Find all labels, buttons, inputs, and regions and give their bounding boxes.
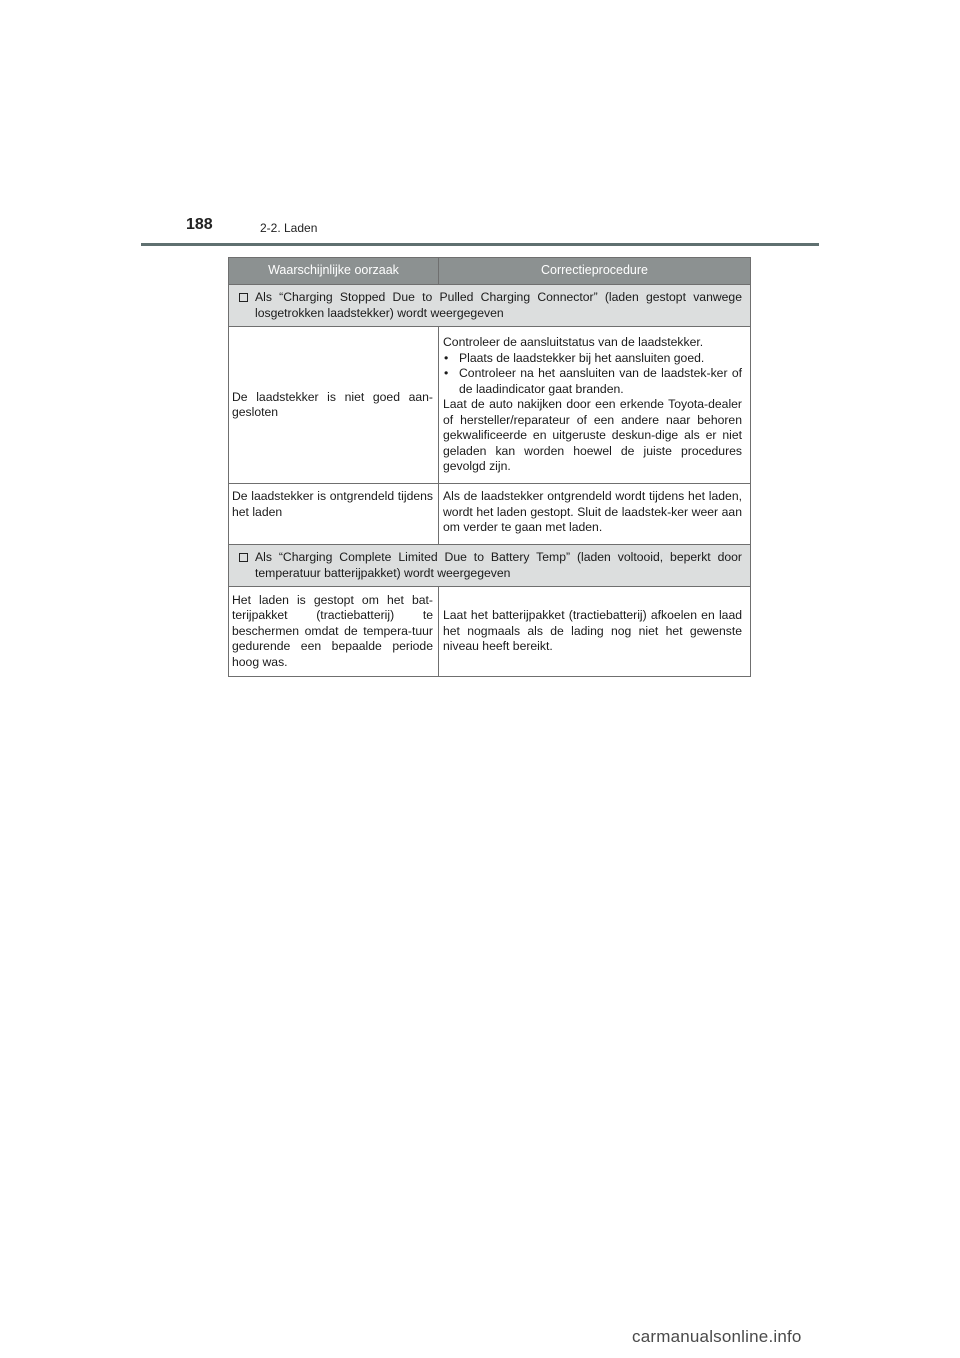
section-title: 2-2. Laden	[260, 221, 318, 235]
condition-text: Als “Charging Complete Limited Due to Battery Temp” (laden voltooid, beperkt door temperatuur batterijpakket) wordt weergegeven	[255, 550, 742, 580]
table-row	[229, 327, 751, 484]
troubleshooting-table	[228, 257, 751, 677]
table-row	[229, 587, 751, 677]
condition-row	[229, 285, 751, 327]
procedure-cell	[439, 327, 751, 484]
condition-cell	[229, 545, 751, 587]
procedure-outro: Laat de auto nakijken door een erkende Toyota-dealer of hersteller/reparateur of een andere naar behoren gekwalificeerde en uitgeruste deskun-dige als er niet geladen kan worden hoewel de juiste procedures gevolgd zijn.	[443, 397, 742, 474]
bullet-icon: •	[444, 350, 449, 365]
column-header-procedure: Correctieprocedure	[439, 258, 751, 285]
cause-cell: De laadstekker is ontgrendeld tijdens het laden	[229, 484, 439, 545]
header-rule	[141, 243, 819, 246]
checkbox-square-icon	[239, 293, 248, 302]
procedure-intro: Controleer de aansluitstatus van de laadstekker.	[443, 335, 704, 350]
list-item-text: Controleer na het aansluiten van de laadstek-ker of de laadindicator gaat branden.	[459, 366, 742, 396]
page-number: 188	[186, 216, 213, 233]
condition-row	[229, 545, 751, 587]
condition-text: Als “Charging Stopped Due to Pulled Charging Connector” (laden gestopt vanwege losgetrokken laadstekker) wordt weergegeven	[255, 290, 742, 320]
list-item	[443, 366, 742, 397]
checkbox-square-icon	[239, 553, 248, 562]
list-item-text: Plaats de laadstekker bij het aansluiten goed.	[459, 350, 705, 365]
cause-cell: De laadstekker is niet goed aan-gesloten	[229, 327, 439, 484]
column-header-cause: Waarschijnlijke oorzaak	[229, 258, 439, 285]
bullet-icon: •	[444, 366, 449, 381]
table-header-row	[229, 258, 751, 285]
procedure-cell: Laat het batterijpakket (tractiebatterij) afkoelen en laad het nogmaals als de lading nog niet het gewenste niveau heeft bereikt.	[439, 587, 751, 677]
list-item	[443, 351, 742, 367]
table-row	[229, 484, 751, 545]
procedure-cell: Als de laadstekker ontgrendeld wordt tijdens het laden, wordt het laden gestopt. Sluit de laadstek-ker weer aan om verder te gaan met laden.	[439, 484, 751, 545]
condition-cell	[229, 285, 751, 327]
watermark: carmanualsonline.info	[632, 1327, 802, 1346]
cause-cell: Het laden is gestopt om het bat-terijpakket (tractiebatterij) te beschermen omdat de tempera-tuur gedurende een bepaalde periode hoog was.	[229, 587, 439, 677]
